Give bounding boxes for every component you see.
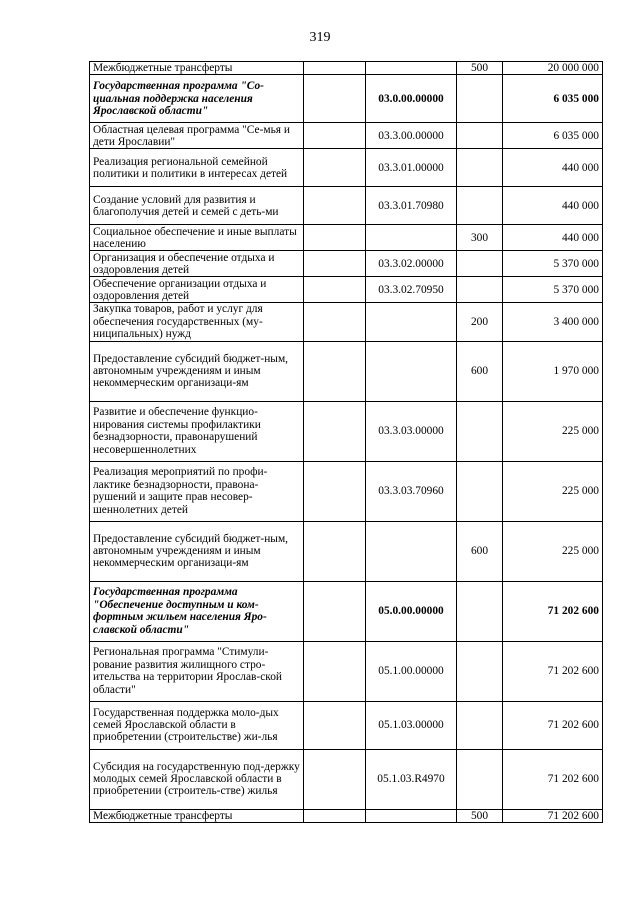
row-expense-kind-cell (457, 149, 503, 187)
budget-table (89, 61, 603, 823)
row-amount-cell: 225 000 (503, 521, 603, 581)
table-row (90, 149, 603, 187)
row-expense-kind-cell (457, 701, 503, 749)
row-amount-cell: 1 970 000 (503, 341, 603, 401)
row-blank-cell (304, 251, 366, 277)
row-blank-cell (304, 341, 366, 401)
row-name-cell: Субсидия на государственную под-держку молодых семей Ярославской области в приобретении (строитель-стве) жилья (90, 749, 304, 809)
row-amount-cell: 71 202 600 (503, 701, 603, 749)
table-row (90, 341, 603, 401)
row-code-cell (366, 809, 457, 822)
row-name-cell: Государственная поддержка моло-дых семей Ярославской области в приобретении (строительстве) жи-лья (90, 701, 304, 749)
table-row (90, 123, 603, 149)
row-code-cell (366, 303, 457, 341)
row-expense-kind-cell (457, 277, 503, 303)
row-amount-cell: 440 000 (503, 187, 603, 225)
row-code-cell: 03.3.02.00000 (366, 251, 457, 277)
row-code-cell: 03.3.03.70960 (366, 461, 457, 521)
row-blank-cell (304, 641, 366, 701)
row-expense-kind-cell: 500 (457, 62, 503, 75)
row-code-cell: 05.1.00.00000 (366, 641, 457, 701)
row-blank-cell (304, 303, 366, 341)
row-code-cell (366, 341, 457, 401)
row-amount-cell: 71 202 600 (503, 641, 603, 701)
row-name-cell: Областная целевая программа "Се-мья и дети Ярославии" (90, 123, 304, 149)
row-amount-cell: 440 000 (503, 149, 603, 187)
row-blank-cell (304, 75, 366, 123)
row-blank-cell (304, 225, 366, 251)
row-expense-kind-cell (457, 75, 503, 123)
row-blank-cell (304, 123, 366, 149)
row-blank-cell (304, 461, 366, 521)
table-row (90, 303, 603, 341)
row-blank-cell (304, 701, 366, 749)
row-code-cell: 05.1.03.00000 (366, 701, 457, 749)
row-expense-kind-cell (457, 749, 503, 809)
table-row (90, 187, 603, 225)
row-code-cell: 03.3.02.70950 (366, 277, 457, 303)
row-code-cell: 03.3.03.00000 (366, 401, 457, 461)
row-expense-kind-cell (457, 641, 503, 701)
table-row (90, 581, 603, 641)
page-number: 319 (309, 30, 331, 45)
table-row (90, 62, 603, 75)
row-name-cell: Социальное обеспечение и иные выплаты населению (90, 225, 304, 251)
row-expense-kind-cell (457, 401, 503, 461)
row-code-cell: 05.0.00.00000 (366, 581, 457, 641)
row-blank-cell (304, 277, 366, 303)
row-amount-cell: 5 370 000 (503, 277, 603, 303)
row-blank-cell (304, 62, 366, 75)
row-name-cell: Региональная программа "Стимули-рование развития жилищного стро-ительства на территории Ярослав-ской области" (90, 641, 304, 701)
row-amount-cell: 71 202 600 (503, 749, 603, 809)
table-row (90, 401, 603, 461)
row-code-cell: 03.3.00.00000 (366, 123, 457, 149)
row-name-cell: Предоставление субсидий бюджет-ным, автономным учреждениям и иным некоммерческим организаци-ям (90, 521, 304, 581)
row-expense-kind-cell (457, 123, 503, 149)
row-name-cell: Закупка товаров, работ и услуг для обеспечения государственных (му-ниципальных) нужд (90, 303, 304, 341)
row-name-cell: Организация и обеспечение отдыха и оздоровления детей (90, 251, 304, 277)
row-amount-cell: 71 202 600 (503, 809, 603, 822)
row-expense-kind-cell (457, 251, 503, 277)
row-amount-cell: 225 000 (503, 401, 603, 461)
row-expense-kind-cell: 300 (457, 225, 503, 251)
row-amount-cell: 6 035 000 (503, 75, 603, 123)
row-code-cell: 03.3.01.00000 (366, 149, 457, 187)
table-row (90, 521, 603, 581)
table-row (90, 809, 603, 822)
row-name-cell: Предоставление субсидий бюджет-ным, автономным учреждениям и иным некоммерческим организаци-ям (90, 341, 304, 401)
table-row (90, 75, 603, 123)
row-blank-cell (304, 401, 366, 461)
row-blank-cell (304, 749, 366, 809)
table-row (90, 701, 603, 749)
row-expense-kind-cell: 500 (457, 809, 503, 822)
row-expense-kind-cell: 600 (457, 341, 503, 401)
table-row (90, 461, 603, 521)
row-name-cell: Государственная программа "Обеспечение доступным и ком-фортным жильем населения Яро-славской области" (90, 581, 304, 641)
row-code-cell: 03.0.00.00000 (366, 75, 457, 123)
row-name-cell: Реализация мероприятий по профи-лактике безнадзорности, правона-рушений и защите прав несовер-шеннолетних детей (90, 461, 304, 521)
row-amount-cell: 225 000 (503, 461, 603, 521)
row-name-cell: Создание условий для развития и благополучия детей и семей с деть-ми (90, 187, 304, 225)
row-blank-cell (304, 809, 366, 822)
table-row (90, 251, 603, 277)
table-row (90, 225, 603, 251)
row-amount-cell: 440 000 (503, 225, 603, 251)
row-amount-cell: 6 035 000 (503, 123, 603, 149)
row-expense-kind-cell (457, 581, 503, 641)
row-code-cell: 03.3.01.70980 (366, 187, 457, 225)
row-blank-cell (304, 521, 366, 581)
row-amount-cell: 5 370 000 (503, 251, 603, 277)
row-expense-kind-cell: 200 (457, 303, 503, 341)
row-blank-cell (304, 581, 366, 641)
table-row (90, 641, 603, 701)
row-code-cell (366, 521, 457, 581)
row-name-cell: Межбюджетные трансферты (90, 809, 304, 822)
row-expense-kind-cell (457, 187, 503, 225)
table-row (90, 277, 603, 303)
row-blank-cell (304, 149, 366, 187)
row-code-cell: 05.1.03.R4970 (366, 749, 457, 809)
table-row (90, 749, 603, 809)
row-name-cell: Обеспечение организации отдыха и оздоровления детей (90, 277, 304, 303)
row-amount-cell: 71 202 600 (503, 581, 603, 641)
row-expense-kind-cell: 600 (457, 521, 503, 581)
row-blank-cell (304, 187, 366, 225)
row-code-cell (366, 225, 457, 251)
row-name-cell: Развитие и обеспечение функцио-нирования системы профилактики безнадзорности, правонарушений несовершеннолетних (90, 401, 304, 461)
row-code-cell (366, 62, 457, 75)
row-name-cell: Реализация региональной семейной политики и политики в интересах детей (90, 149, 304, 187)
row-amount-cell: 20 000 000 (503, 62, 603, 75)
row-name-cell: Межбюджетные трансферты (90, 62, 304, 75)
row-expense-kind-cell (457, 461, 503, 521)
row-amount-cell: 3 400 000 (503, 303, 603, 341)
row-name-cell: Государственная программа "Со-циальная поддержка населения Ярославской области" (90, 75, 304, 123)
